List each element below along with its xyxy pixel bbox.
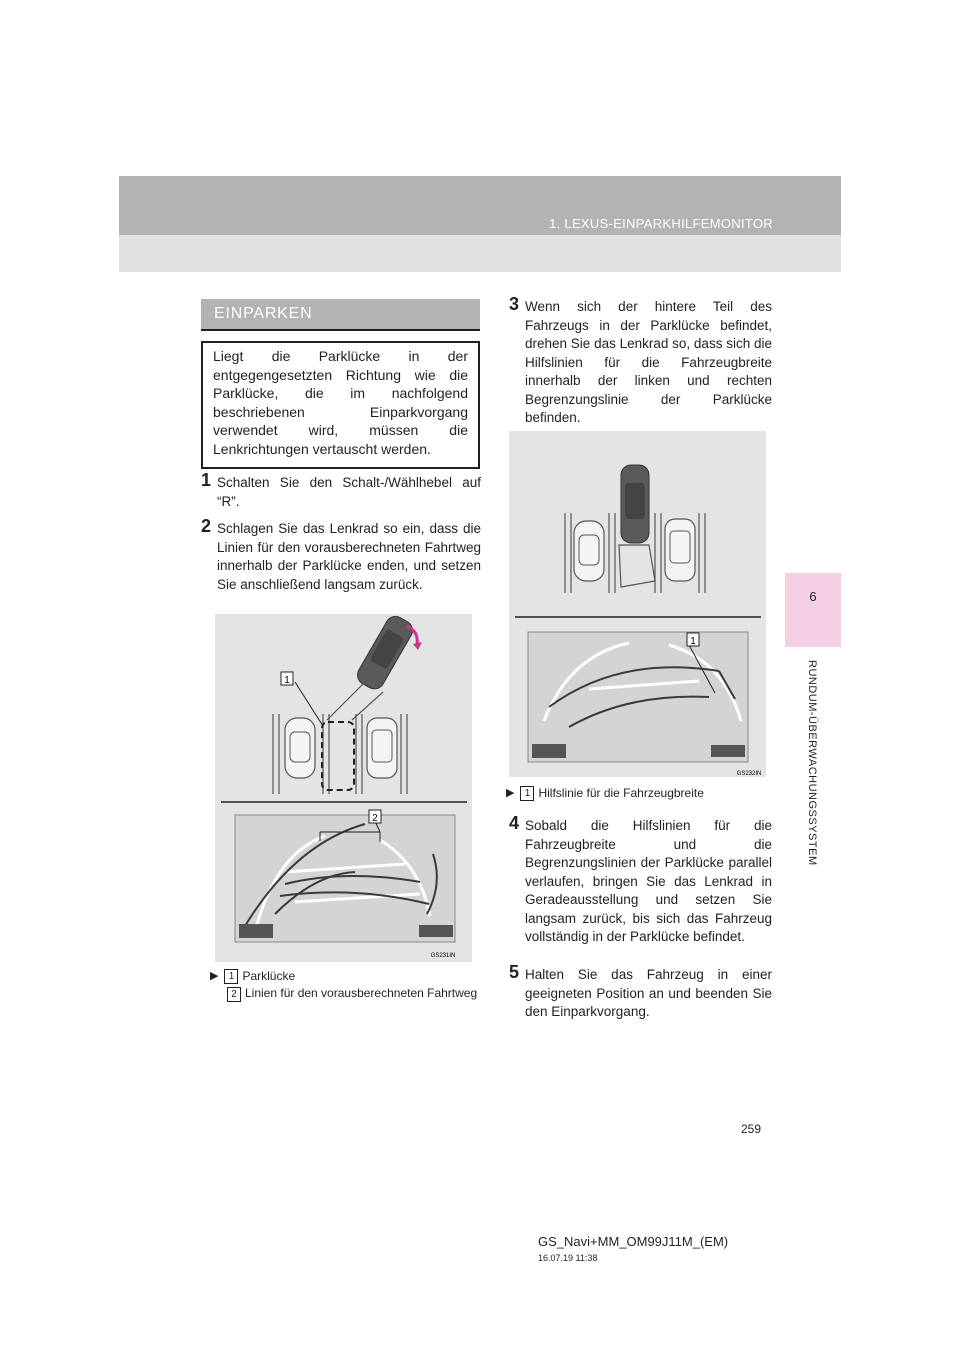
figure1-legend: [210, 968, 482, 1002]
section-heading: [201, 299, 480, 331]
callout-2: 2: [372, 813, 378, 824]
step-text: Halten Sie das Fahrzeug in einer geeigneten Position an und beenden Sie den Einparkvorgang.: [525, 967, 772, 1019]
step-5: [509, 962, 772, 1022]
step-3: [509, 294, 772, 428]
step-text: Schalten Sie den Schalt-/Wählhebel auf “R”.: [217, 475, 481, 509]
header-bar: [119, 176, 841, 235]
parked-car-left: [574, 521, 604, 581]
legend-item: [210, 985, 482, 1002]
footer-doc-id: GS_Navi+MM_OM99J11M_(EM): [538, 1234, 729, 1249]
reversing-car: [621, 465, 649, 543]
figure-code: GS232IN: [736, 771, 762, 777]
camera-view: [528, 632, 748, 762]
arrow-right-icon: ▶: [210, 970, 219, 983]
step-number: 2: [201, 516, 212, 536]
header-title: 1. LEXUS-EINPARKHILFEMONITOR: [549, 216, 773, 231]
camera-mode-icon: [239, 924, 273, 938]
step-number: 5: [509, 962, 520, 982]
legend-text: Hilfslinie für die Fahrzeugbreite: [538, 786, 704, 800]
step-1: [201, 470, 481, 511]
camera-buttons-icon: [711, 745, 745, 757]
figure-parking-diagram-1: [215, 614, 472, 962]
legend-item: [210, 968, 482, 985]
figure2-legend: [506, 785, 774, 802]
figure-parking-diagram-2: [509, 431, 766, 777]
chapter-tab: [785, 573, 841, 647]
figure-code: GS231IN: [430, 953, 456, 959]
step-number: 3: [509, 294, 520, 314]
step-4: [509, 813, 772, 947]
legend-item: [506, 785, 774, 802]
section-title: EINPARKEN: [214, 305, 313, 322]
step-text: Schlagen Sie das Lenkrad so ein, dass die Linien für den vorausberechneten Fahrtweg innerhalb der Parklücke enden, und setzen Sie anschließend langsam zurück.: [217, 521, 481, 592]
note-box: [201, 341, 480, 469]
legend-number: 2: [227, 987, 241, 1002]
step-text: Sobald die Hilfslinien für die Fahrzeugbreite und die Begrenzungslinien der Parklücke parallel verlaufen, bringen Sie das Lenkrad in Geradeausstellung und setzen Sie langsam zurück, bis sich das Fahrzeug vollständig in der Parklücke befindet.: [525, 818, 772, 944]
step-text: Wenn sich der hintere Teil des Fahrzeugs in der Parklücke befindet, drehen Sie das Lenkrad so, dass sich die Hilfslinien für die Fahrzeugbreite innerhalb der linken und rechten Begrenzungslinie der Parklücke befinden.: [525, 299, 772, 425]
parked-car-left: [285, 718, 315, 778]
legend-text: Parklücke: [242, 969, 296, 983]
callout-1: 1: [284, 675, 290, 686]
legend-number: 1: [224, 969, 238, 984]
chapter-number: 6: [809, 589, 817, 604]
camera-buttons-icon: [419, 925, 453, 937]
page-number: 259: [741, 1122, 762, 1136]
callout-1: 1: [690, 636, 696, 647]
chapter-side-title: [792, 660, 832, 880]
legend-text: Linien für den vorausberechneten Fahrtweg: [245, 986, 478, 1001]
header-subbar: [119, 235, 841, 272]
step-2: [201, 516, 481, 594]
camera-view: [235, 815, 455, 942]
parked-car-right: [665, 519, 695, 581]
footer-timestamp: 16.07.19 11:38: [538, 1253, 598, 1263]
parking-illustration: [509, 431, 766, 777]
camera-mode-icon: [532, 744, 566, 758]
chapter-title: RUNDUM-ÜBERWACHUNGSSYSTEM: [806, 660, 818, 866]
arrow-right-icon: ▶: [506, 787, 515, 800]
note-text: Liegt die Parklücke in der entgegengesetzten Richtung wie die Parklücke, die im nachfolgend beschriebenen Einparkvorgang verwendet wird, müssen die Lenkrichtungen vertauscht werden.: [213, 348, 468, 457]
target-parking-space: [322, 722, 354, 790]
step-number: 4: [509, 813, 520, 833]
reversing-car: [354, 614, 416, 693]
parking-illustration: [215, 614, 472, 962]
step-number: 1: [201, 470, 212, 490]
legend-number: 1: [520, 786, 534, 801]
parked-car-right: [367, 718, 397, 778]
